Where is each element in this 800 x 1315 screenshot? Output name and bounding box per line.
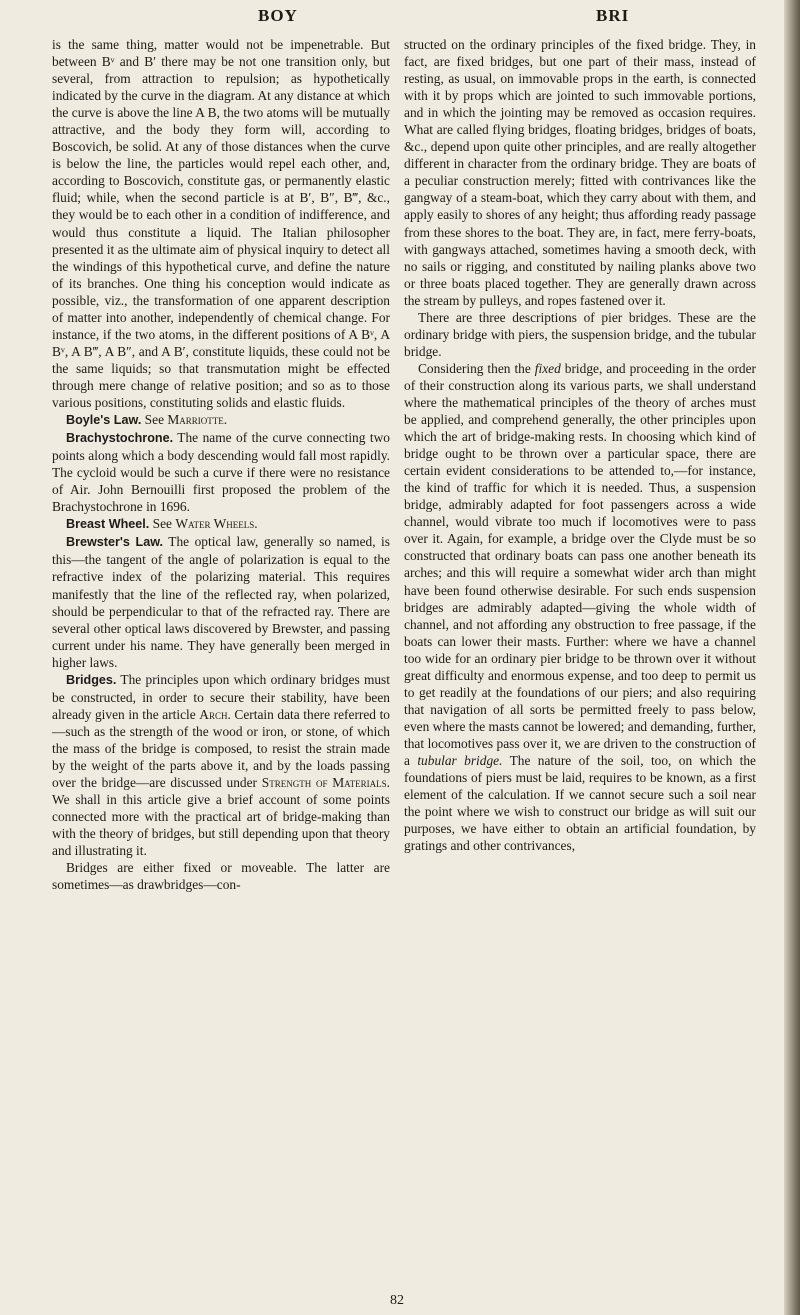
emphasis: fixed (534, 360, 561, 376)
running-header (0, 6, 780, 34)
cross-reference: Arch. (199, 706, 231, 722)
entry-text: See (149, 516, 176, 532)
paragraph-moveable-bridges: structed on the ordinary principles of the fixed bridge. They, in fact, are fixed bridges, but one part of their mass, instead of resting, as usual, on immovable props in the earth, is connected with it by props which are jointed to such immovable portions, and in which the jointing may be removed as occasion requires. What are called flying bridges, floating bridges, bridges of boats, &c., depend upon quite other principles, and are really altogether different in character from the ordinary bridge. They are boats of a peculiar construction merely; fitted with contrivances like the gangway of a steam-boat, which they carry about with them, and apply easily to shores of any height; thus affording ready passage from these shores to the boat. They are, in fact, mere ferry-boats, with gangways attached, sometimes having a smooth deck, with no sails or rigging, and constituted by nailing planks above two or three boats placed together. They are generally drawn across the stream by pulleys, and ropes fastened over it. (404, 37, 756, 308)
left-column (52, 36, 390, 893)
cross-reference: Water Wheels. (175, 516, 258, 532)
entry-term: Brewster's Law. (66, 535, 164, 550)
paragraph-text: bridge, and proceeding in the order of their construction along its various parts, we shall understand where the mathematical principles of the theory of arches must be applied, and comprehend generally, the other principles upon which the art of bridge-making rests. In choosing which kind of bridge ought to be thrown over a particular space, there are certain evident considerations to be attended to,—for instance, the kind of traffic for which it is needed. Thus, a suspension bridge, admirably adapted for foot passengers across a wide channel, would vibrate too much if locomotives were to pass over it. Again, for example, a bridge over the Clyde must be so constructed that ordinary boats can pass one another beneath its arches; and this will require a somewhat wider arch than might have been found otherwise desirable. For such ends suspension bridges are admirably adapted—giving the whole width of channel, and not affording any obstruction to free passage, if the boats can lower their masts. Further: where we have a channel too wide for an ordinary pier bridge to be thrown over it without great difficulty and enormous expense, and too deep to permit us to get readily at the foundations of our piers; and also requiring that navigation of all sorts be permitted freely to pass below, even where the masts cannot be lowered; and demanding, further, that locomotives pass over it, we are driven to the construction of a (404, 360, 757, 768)
paragraph-boscovich: is the same thing, matter would not be impenetrable. But between Bᵛ and B′ there may be not one transition only, but several, from attraction to repulsion; as hypothetically indicated by the curve in the diagram. At any distance at which the curve is above the line A B, the two atoms will be mutually attractive, and the body they form will, according to Boscovich, be solid. At any of those distances when the curve is below the line, the particles would repel each other, and, according to Boscovich, constitute gas, or permanently elastic fluid; while, when the second particle is at B′, B″, B‴, &c., they would be to each other in a condition of indifference, and would thus constitute a liquid. The Italian philosopher presented it as the ultimate aim of physical inquiry to detect all the windings of this hypothetical curve, and define the nature of its branches. One thing his conception would indicate as possible, viz., the transformation of one apparent description of matter into another, independently of chemical change. For instance, if the two atoms, in the different positions of A Bᵛ, A Bᵛ, A B‴, A B″, and A B′, constitute liquids, these could not be the same liquids; so that transmutation might be effected through mere change of relative position; and so as to those various positions, constituting solids and elastic fluids. (52, 37, 390, 410)
entry-term: Boyle's Law. (66, 413, 142, 428)
entry-text: The optical law, generally so named, is this—the tangent of the angle of polarization is equal to the refractive index of the polarizing material. This requires manifestly that the line of the reflected ray, when polarized, should be perpendicular to that of the refracted ray. There are several other optical laws discovered by Brewster, and passing current under his name. They have generally been merged in higher laws. (52, 534, 390, 670)
paragraph-pier-bridges: There are three descriptions of pier bridges. These are the ordinary bridge with piers, the suspension bridge, and the tubular bridge. (404, 309, 756, 359)
entry-term: Brachystochrone. (66, 431, 174, 446)
header-left-guide-word: BOY (258, 6, 298, 25)
entry-breast-wheel (52, 515, 390, 533)
paragraph-fixed-bridge (404, 360, 756, 854)
entry-boyles-law (52, 411, 390, 429)
entry-brachystochrone (52, 429, 390, 515)
header-right-guide-word: BRI (596, 6, 630, 25)
page-number: 82 (390, 1293, 404, 1308)
paragraph-bridge-types: Bridges are either fixed or moveable. The latter are sometimes—as drawbridges—con- (52, 860, 390, 893)
entry-term: Bridges. (66, 672, 117, 687)
entry-text: Certain data there referred to —such as the strength of the wood or iron, or stone, of which the mass of the bridge is composed, to resist the strain made by the weight of the parts above it, and by the loads passing over the bridge—are discussed under (52, 706, 390, 791)
paragraph-text: The nature of the soil, too, on which the foundations of piers must be laid, requires to be known, as a first element of the calculation. If we cannot secure such a soil near the point where we wish to construct our bridge as will suit our purposes, we have either to obtain an artificial foundation, by gratings and other contrivances, (404, 752, 756, 854)
entry-brewsters-law (52, 533, 390, 670)
cross-reference: Strength of Materials. (261, 775, 390, 791)
entry-term: Breast Wheel. (66, 517, 150, 532)
entry-text: The principles upon which ordinary bridges must be constructed, in order to secure their stability, have been already given in the article (52, 671, 390, 722)
right-column (404, 36, 756, 854)
page-edge-shadow (784, 0, 800, 1315)
paragraph-text: Considering then the (418, 360, 535, 376)
entry-text: We shall in this article give a brief account of some points connected more with the practical art of bridge-making than with the theory of bridges, but still depending upon that theory and illustrating it. (52, 792, 390, 859)
cross-reference: Marriotte. (167, 412, 228, 428)
entry-bridges (52, 671, 390, 860)
entry-text: The name of the curve connecting two points along which a body descending would fall most rapidly. The cycloid would be such a curve if there were no resistance of Air. John Bernouilli first proposed the problem of the Brachystochrone in 1696. (52, 430, 390, 515)
entry-text: See (141, 412, 168, 428)
emphasis: tubular bridge. (417, 752, 503, 768)
